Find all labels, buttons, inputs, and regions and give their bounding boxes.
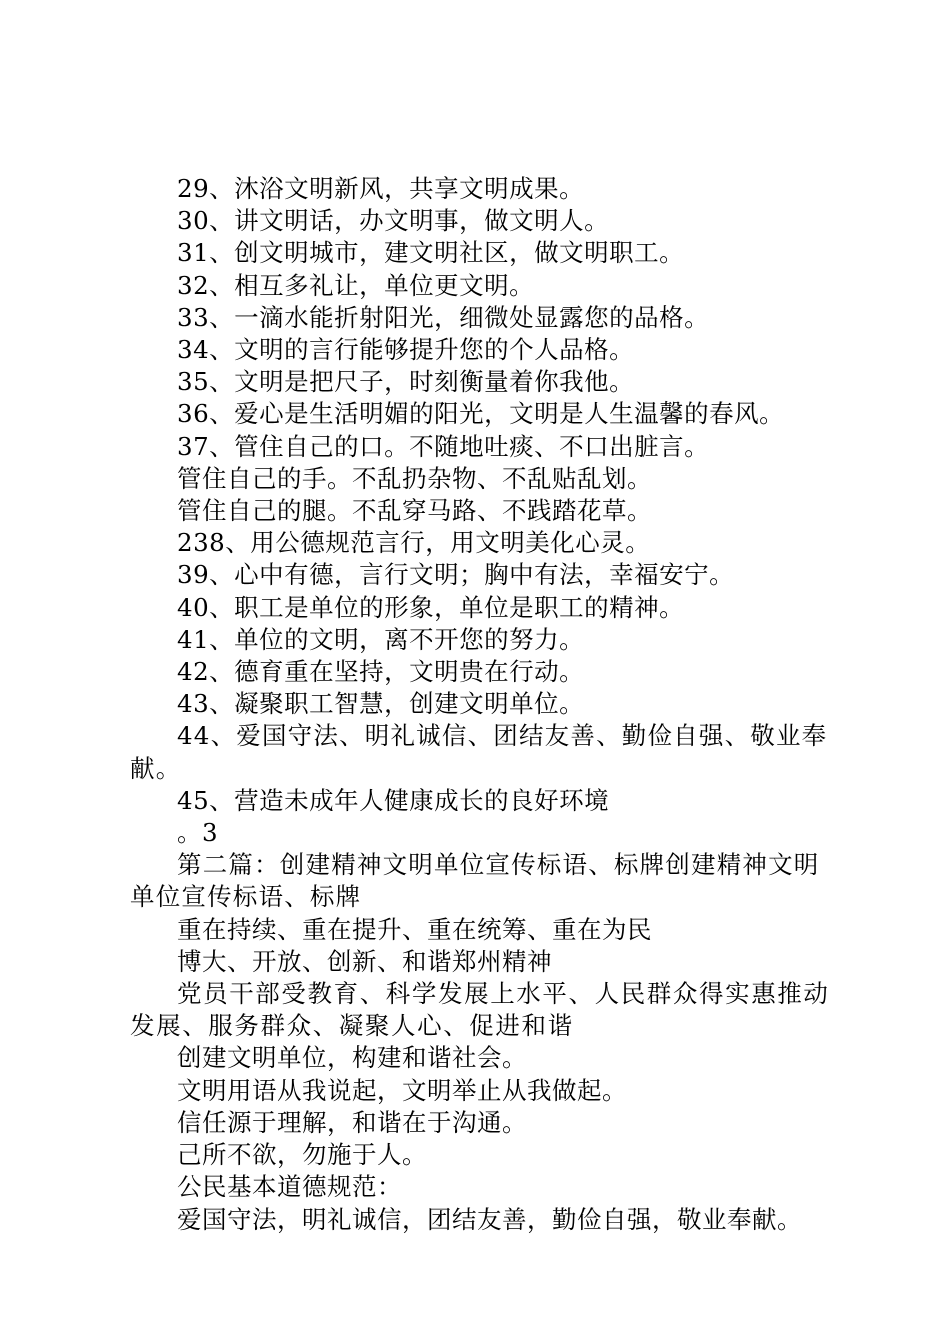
text-line: 爱国守法，明礼诚信，团结友善，勤俭自强，敬业奉献。 (177, 1204, 802, 1234)
text-line: 238、用公德规范言行，用文明美化心灵。 (177, 528, 651, 558)
text-line: 40、职工是单位的形象，单位是职工的精神。 (177, 592, 685, 622)
text-line: 博大、开放、创新、和谐郑州精神 (177, 946, 552, 976)
text-line: 重在持续、重在提升、重在统筹、重在为民 (177, 914, 652, 944)
text-line: 34、文明的言行能够提升您的个人品格。 (177, 335, 635, 365)
text-line: 37、管住自己的口。不随地吐痰、不口出脏言。 (177, 431, 710, 461)
paragraph-44: 44、爱国守法、明礼诚信、团结友善、勤俭自强、敬业奉献。 (130, 721, 828, 783)
text-line: 29、沐浴文明新风，共享文明成果。 (177, 174, 585, 203)
text-line: 创建文明单位，构建和谐社会。 (177, 1043, 527, 1073)
text-line: 42、德育重在坚持，文明贵在行动。 (177, 657, 585, 687)
text-line-45: 45、营造未成年人健康成长的良好环境 (177, 785, 610, 815)
text-line: 管住自己的手。不乱扔杂物、不乱贴乱划。 (177, 463, 652, 493)
text-line: 管住自己的腿。不乱穿马路、不践踏花草。 (177, 496, 652, 526)
document-body (130, 173, 840, 1236)
text-line: 33、一滴水能折射阳光，细微处显露您的品格。 (177, 302, 710, 332)
text-line: 36、爱心是生活明媚的阳光，文明是人生温馨的春风。 (177, 399, 785, 429)
text-line: 己所不欲，勿施于人。 (177, 1140, 427, 1170)
text-line: 32、相互多礼让，单位更文明。 (177, 270, 535, 300)
text-line: 35、文明是把尺子，时刻衡量着你我他。 (177, 367, 635, 397)
text-line: 39、心中有德，言行文明；胸中有法，幸福安宁。 (177, 560, 735, 590)
section-heading-second: 第二篇：创建精神文明单位宣传标语、标牌创建精神文明单位宣传标语、标牌 (130, 850, 820, 912)
text-line-45-continuation: 。3 (177, 818, 219, 848)
text-line: 信任源于理解，和谐在于沟通。 (177, 1107, 527, 1137)
text-line: 30、讲文明话，办文明事，做文明人。 (177, 206, 610, 236)
paragraph-party: 党员干部受教育、科学发展上水平、人民群众得实惠推动发展、服务群众、凝聚人心、促进和谐 (130, 979, 830, 1041)
text-line: 文明用语从我说起，文明举止从我做起。 (177, 1075, 627, 1105)
text-line: 公民基本道德规范： (177, 1172, 402, 1202)
text-line: 43、凝聚职工智慧，创建文明单位。 (177, 689, 585, 719)
text-line: 31、创文明城市，建文明社区，做文明职工。 (177, 238, 685, 268)
text-line: 41、单位的文明，离不开您的努力。 (177, 624, 585, 654)
